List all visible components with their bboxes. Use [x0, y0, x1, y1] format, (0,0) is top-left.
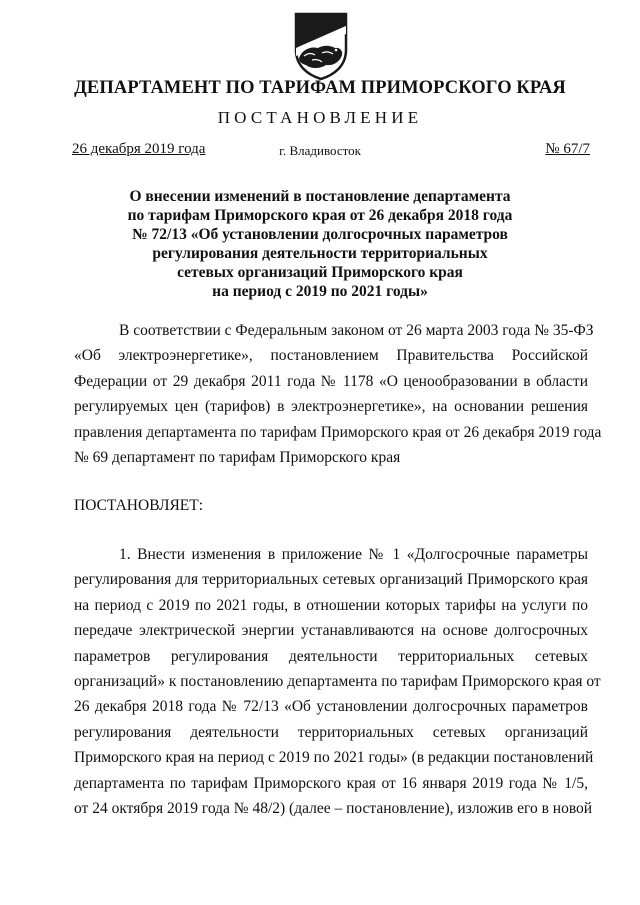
document-type: ПОСТАНОВЛЕНИЕ: [217, 108, 423, 127]
preamble-line: «Об электроэнергетике», постановлением Правительства Российской: [74, 347, 588, 365]
title-line: по тарифам Приморского края от 26 декабря 2018 года: [127, 207, 513, 224]
clause-line: регулирования для территориальных сетевых организаций Приморского края: [74, 571, 588, 589]
document-number: № 67/7: [545, 141, 590, 157]
decree-word: ПОСТАНОВЛЯЕТ:: [74, 497, 204, 514]
preamble-paragraph: [74, 318, 602, 470]
clause-line: от 24 октября 2019 года № 48/2) (далее – постановление), изложив его в новой: [74, 800, 593, 818]
title-line: О внесении изменений в постановление департамента: [129, 188, 511, 205]
clause-line: параметров регулирования деятельности территориальных сетевых: [74, 647, 588, 665]
preamble-line: № 69 департамент по тарифам Приморского края: [74, 449, 401, 467]
agency-title: ДЕПАРТАМЕНТ ПО ТАРИФАМ ПРИМОРСКОГО КРАЯ: [74, 78, 566, 98]
clause-line: организаций» к постановлению департамента по тарифам Приморского края от: [74, 673, 601, 691]
title-line: регулирования деятельности территориальных: [152, 245, 488, 262]
coat-of-arms-icon: [292, 12, 350, 80]
title-line: на период с 2019 по 2021 годы»: [212, 283, 428, 300]
clause-line: Приморского края на период с 2019 по 2021 годы» (в редакции постановлений: [74, 749, 594, 767]
clause-line: на период с 2019 по 2021 годы, в отношении которых тарифы на услуги по: [74, 596, 588, 614]
preamble-line: В соответствии с Федеральным законом от 26 марта 2003 года № 35-ФЗ: [119, 322, 594, 339]
clause-line: департамента по тарифам Приморского края от 16 января 2019 года № 1/5,: [74, 774, 588, 792]
title-line: № 72/13 «Об установлении долгосрочных параметров: [132, 226, 508, 243]
document-city: г. Владивосток: [279, 143, 361, 158]
preamble-line: правления департамента по тарифам Приморского края от 26 декабря 2019 года: [74, 423, 602, 441]
clause-line: 26 декабря 2018 года № 72/13 «Об установлении долгосрочных параметров: [74, 698, 588, 716]
preamble-line: регулируемых цен (тарифов) в электроэнергетике», на основании решения: [74, 398, 588, 416]
clause-line: передаче электрической энергии устанавливаются на основе долгосрочных: [74, 622, 588, 640]
document-title: [120, 187, 520, 301]
preamble-line: Федерации от 29 декабря 2011 года № 1178 «О ценообразовании в области: [74, 372, 588, 390]
clause-line: 1. Внести изменения в приложение № 1 «Долгосрочные параметры: [119, 546, 588, 563]
clause-1-paragraph: [74, 542, 601, 821]
clause-line: регулирования деятельности территориальных сетевых организаций: [74, 723, 588, 741]
document-date: 26 декабря 2019 года: [72, 141, 206, 157]
title-line: сетевых организаций Приморского края: [177, 264, 463, 281]
